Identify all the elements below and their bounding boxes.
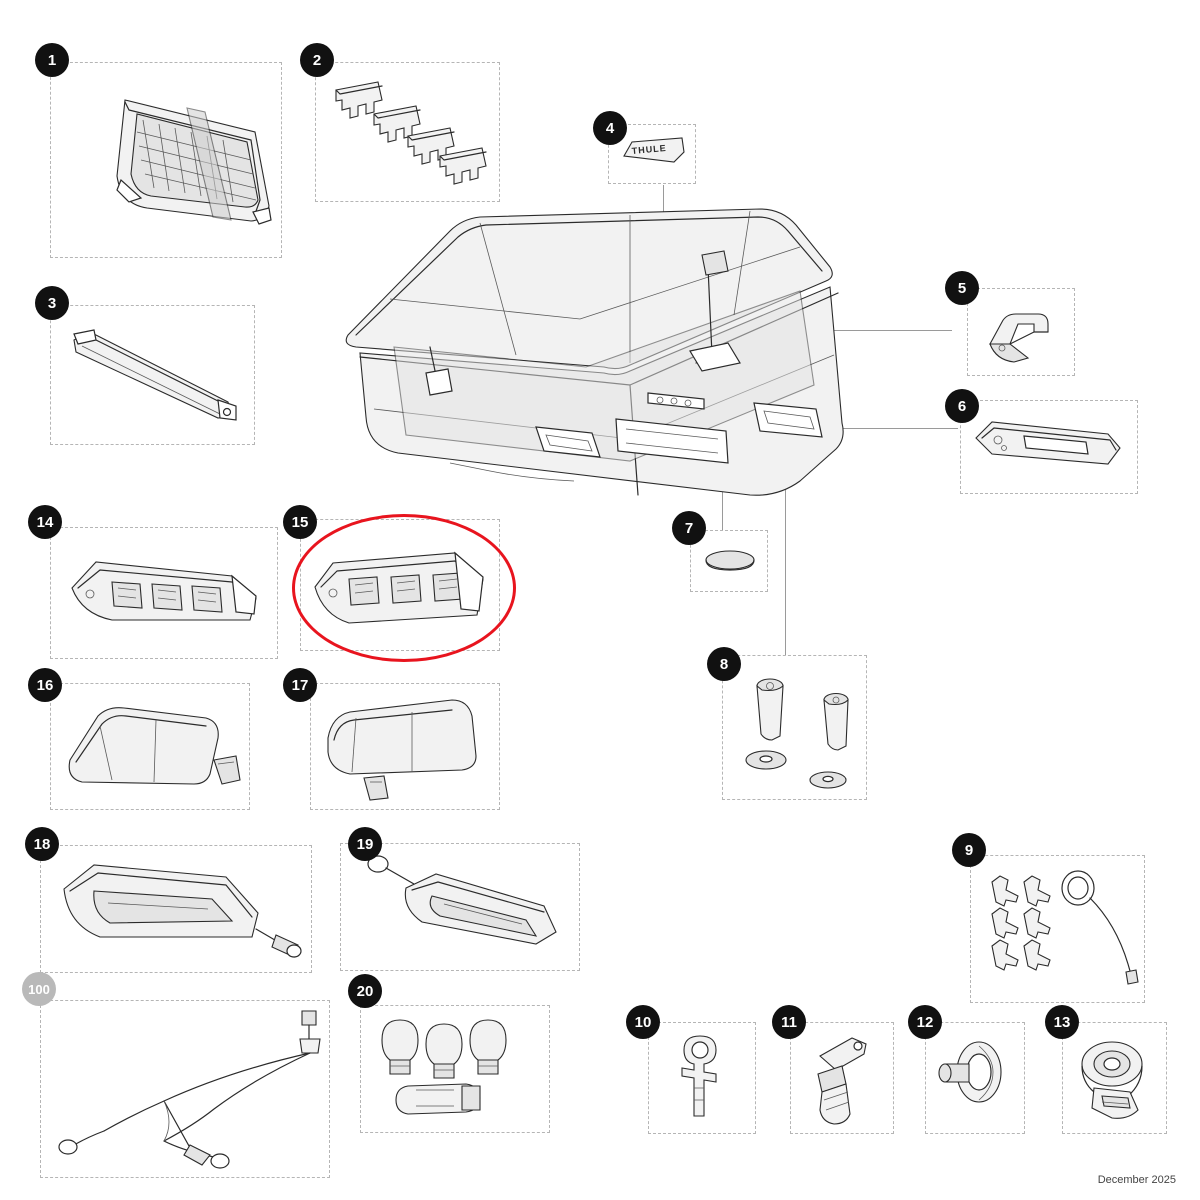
part-bullet-1[interactable]: 1: [35, 43, 69, 77]
rail-strip-icon: [60, 320, 250, 430]
part-bullet-19[interactable]: 19: [348, 827, 382, 861]
cover-shell-right-icon: [316, 694, 498, 802]
part-bullet-7[interactable]: 7: [672, 511, 706, 545]
cable-clip-icon: [660, 1030, 748, 1126]
thule-badge-icon: [614, 128, 694, 178]
handle-assembly-left-icon: [48, 855, 308, 965]
lock-plate-icon: [968, 412, 1133, 482]
handle-assembly-right-icon: [360, 850, 580, 962]
part-bullet-11[interactable]: 11: [772, 1005, 806, 1039]
part-bullet-15[interactable]: 15: [283, 505, 317, 539]
part-bullet-17[interactable]: 17: [283, 668, 317, 702]
roof-box-open-icon: [330, 195, 850, 515]
bolt-washer-set-icon: [728, 668, 863, 793]
round-cap-icon: [700, 540, 760, 585]
wiring-harness-icon: [44, 1005, 329, 1175]
part-bullet-16[interactable]: 16: [28, 668, 62, 702]
latch-hook-icon: [972, 300, 1072, 372]
clip-set-icon: [320, 70, 498, 195]
mesh-panel-icon: [55, 80, 280, 245]
part-bullet-18[interactable]: 18: [25, 827, 59, 861]
cover-shell-left-icon: [56, 698, 246, 803]
part-bullet-8[interactable]: 8: [707, 647, 741, 681]
part-bullet-5[interactable]: 5: [945, 271, 979, 305]
part-bullet-14[interactable]: 14: [28, 505, 62, 539]
svg-text:THULE: THULE: [631, 142, 668, 156]
mount-bracket-left-icon: [56, 540, 271, 650]
part-bullet-13[interactable]: 13: [1045, 1005, 1079, 1039]
part-bullet-2[interactable]: 2: [300, 43, 334, 77]
mount-bracket-right-icon: [305, 535, 500, 647]
key-set-icon: [976, 860, 1146, 1000]
grommet-icon: [935, 1032, 1020, 1124]
footer-date: December 2025: [1097, 1174, 1176, 1186]
part-bullet-6[interactable]: 6: [945, 389, 979, 423]
part-bullet-100[interactable]: 100: [22, 972, 56, 1006]
part-bullet-4[interactable]: 4: [593, 111, 627, 145]
part-bullet-10[interactable]: 10: [626, 1005, 660, 1039]
lock-cylinder-icon: [800, 1030, 890, 1126]
part-bullet-9[interactable]: 9: [952, 833, 986, 867]
part-bullet-12[interactable]: 12: [908, 1005, 942, 1039]
bulb-set-icon: [368, 1012, 548, 1130]
strap-roll-icon: [1068, 1030, 1163, 1128]
part-bullet-3[interactable]: 3: [35, 286, 69, 320]
part-bullet-20[interactable]: 20: [348, 974, 382, 1008]
